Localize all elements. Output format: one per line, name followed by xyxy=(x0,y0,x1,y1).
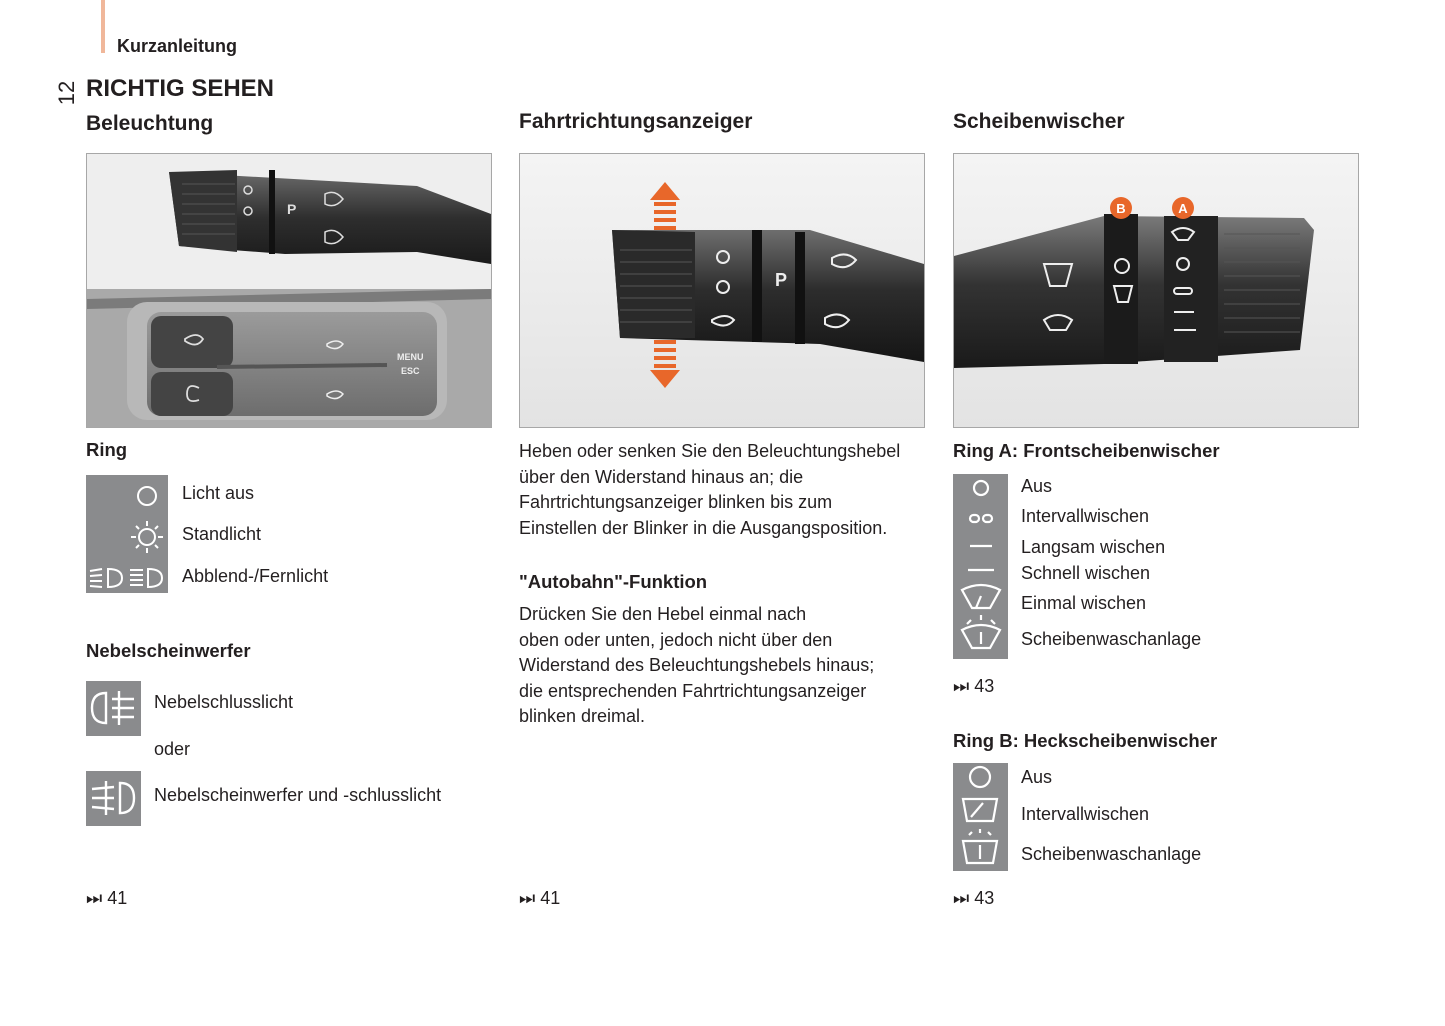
page-ref-col1[interactable]: ⏭ 41 xyxy=(86,888,128,908)
page-ref-col2[interactable]: ⏭ 41 xyxy=(519,888,561,908)
ring-item-headlight: Abblend-/Fernlicht xyxy=(182,566,329,586)
ring-item-off: Licht aus xyxy=(182,483,255,503)
panel-esc-label: ESC xyxy=(401,366,420,376)
ring-a-title: Ring A: Frontscheibenwischer xyxy=(953,440,1220,461)
page-ref-icon: ⏭ xyxy=(953,676,970,696)
washer-icon xyxy=(962,615,1000,648)
ring-b-item-interval: Intervallwischen xyxy=(1021,804,1150,824)
marker-b: B xyxy=(1116,201,1126,216)
rear-fog-icon-box xyxy=(86,681,141,736)
svg-text:P: P xyxy=(775,270,788,290)
page-title: RICHTIG SEHEN xyxy=(86,75,275,102)
rear-fog-icon xyxy=(86,681,141,736)
front-fog-icon xyxy=(86,771,141,826)
turn-signal-photo xyxy=(519,153,925,428)
ring-item-sidelight: Standlicht xyxy=(182,524,262,544)
fog-item-front-rear: Nebelscheinwerfer und -schlusslicht xyxy=(154,785,442,805)
turn-signal-text: Heben oder senken Sie den Beleuchtungshebel über den Widerstand hinaus an; die Fahrtrichtungsanzeiger blinken bis zum Einstellen der Blinker in die Ausgangsposition. xyxy=(519,441,901,538)
off-circle-icon xyxy=(138,487,156,505)
front-fog-icon-box xyxy=(86,771,141,826)
fog-title: Nebelscheinwerfer xyxy=(86,640,251,661)
ring-a-icon-box xyxy=(953,474,1008,659)
lighting-stalk-photo xyxy=(86,153,492,428)
single-wipe-icon xyxy=(962,585,1000,608)
ring-b-item-off: Aus xyxy=(1021,767,1053,787)
page-ref-ring-a[interactable]: ⏭ 43 xyxy=(953,676,995,696)
page-ref-icon: ⏭ xyxy=(519,888,536,908)
off-circle-icon xyxy=(970,767,990,787)
rear-interval-icon xyxy=(963,799,997,821)
header-accent-bar xyxy=(101,0,105,53)
svg-text:P: P xyxy=(287,201,297,217)
headlight-icon xyxy=(90,569,162,587)
ring-a-item-fast: Schnell wischen xyxy=(1021,563,1151,583)
rear-washer-icon xyxy=(963,829,997,863)
marker-a: A xyxy=(1178,201,1188,216)
fog-item-or: oder xyxy=(154,739,191,759)
ring-b-item-washer: Scheibenwaschanlage xyxy=(1021,844,1202,864)
heading-scheibenwischer: Scheibenwischer xyxy=(953,110,1125,133)
ring-a-item-washer: Scheibenwaschanlage xyxy=(1021,629,1202,649)
heading-beleuchtung: Beleuchtung xyxy=(86,112,214,135)
page-number: 12 xyxy=(54,80,79,106)
off-circle-icon xyxy=(974,481,988,495)
page-ref-ring-b[interactable]: ⏭ 43 xyxy=(953,888,995,908)
ring-a-item-off: Aus xyxy=(1021,476,1053,496)
autobahn-text: Drücken Sie den Hebel einmal nach oben oder unten, jedoch nicht über den Widerstand des Beleuchtungshebels hinaus; die entsprechenden Fahrtrichtungsanzeiger blinken dreimal. xyxy=(519,604,875,726)
ring-a-item-interval: Intervallwischen xyxy=(1021,506,1150,526)
interval-icon xyxy=(970,515,992,522)
ring-b-title: Ring B: Heckscheibenwischer xyxy=(953,730,1218,751)
ring-title: Ring xyxy=(86,439,128,460)
fog-item-rear: Nebelschlusslicht xyxy=(154,692,294,712)
ring-b-icon-box xyxy=(953,763,1008,871)
ring-a-item-single: Einmal wischen xyxy=(1021,593,1147,613)
ring-icon-box xyxy=(86,475,168,593)
page-ref-icon: ⏭ xyxy=(953,888,970,908)
heading-fahrtrichtungsanzeiger: Fahrtrichtungsanzeiger xyxy=(519,110,753,133)
ring-a-item-slow: Langsam wischen xyxy=(1021,537,1166,557)
section-label: Kurzanleitung xyxy=(117,36,237,56)
sidelight-icon xyxy=(131,521,163,553)
panel-menu-label: MENU xyxy=(397,352,424,362)
wiper-stalk-photo xyxy=(953,153,1359,428)
autobahn-title: "Autobahn"-Funktion xyxy=(519,571,708,592)
page-ref-icon: ⏭ xyxy=(86,888,103,908)
